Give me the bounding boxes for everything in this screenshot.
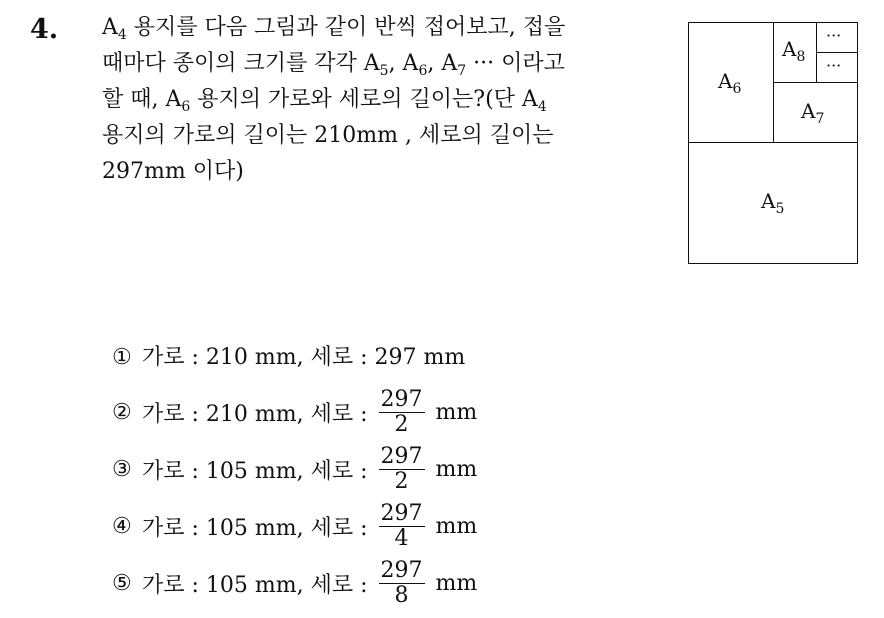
label-subscript: 8 (796, 49, 806, 65)
choice-fraction (379, 559, 425, 608)
fraction-denominator: 8 (394, 583, 409, 608)
stem-subscript: 6 (181, 99, 191, 115)
paper-fold-figure (688, 22, 858, 264)
label-a7 (801, 99, 825, 127)
label-text: A (718, 69, 733, 93)
question-number: 4. (30, 14, 59, 45)
stem-text: 용지의 가로와 세로의 길이는?(단 A (190, 87, 538, 112)
choice-fraction (379, 502, 425, 551)
fraction-numerator: 297 (380, 501, 423, 526)
label-dots-top: ··· (826, 26, 842, 45)
label-subscript: 7 (815, 111, 825, 127)
stem-text: 용지를 다음 그림과 같이 반씩 접어보고, 접을 (126, 15, 566, 40)
stem-text: ··· 이라고 (466, 51, 565, 76)
stem-line-2 (102, 46, 662, 82)
stem-text: 할 때, A (102, 87, 182, 112)
choice-marker: ① (112, 345, 132, 370)
stem-subscript: 4 (537, 99, 547, 115)
choice-marker: ③ (112, 457, 132, 482)
choice-text: 가로 : 105 mm, 세로 : (142, 573, 375, 598)
choice-3[interactable] (112, 444, 478, 494)
label-a6 (718, 69, 742, 97)
label-text: A (761, 189, 776, 213)
choice-fraction (379, 388, 425, 437)
stem-text: 용지의 가로의 길이는 210mm , 세로의 길이는 (102, 123, 554, 148)
stem-subscript: 7 (457, 63, 467, 79)
choice-4[interactable] (112, 501, 478, 551)
label-dots-bottom: ··· (826, 56, 842, 75)
label-a5 (761, 189, 785, 217)
label-text: A (801, 99, 816, 123)
choice-text: 가로 : 210 mm, 세로 : (142, 345, 375, 370)
fraction-denominator: 4 (394, 526, 409, 551)
stem-text: A (102, 15, 118, 40)
stem-text: 때마다 종이의 크기를 각각 A (102, 51, 380, 76)
stem-line-5 (102, 154, 662, 190)
label-subscript: 6 (732, 81, 742, 97)
choice-fraction (379, 445, 425, 494)
choice-marker: ② (112, 400, 132, 425)
stem-subscript: 4 (117, 27, 127, 43)
fraction-numerator: 297 (380, 387, 423, 412)
choice-marker: ⑤ (112, 571, 132, 596)
choice-unit: mm (416, 345, 466, 370)
choice-unit: mm (428, 400, 478, 425)
choice-unit: mm (428, 514, 478, 539)
choice-value: 297 (374, 345, 417, 370)
stem-text: 297mm 이다) (102, 159, 244, 184)
question-stem (102, 10, 662, 190)
choice-1[interactable] (112, 338, 465, 378)
fraction-denominator: 2 (394, 469, 409, 494)
stem-text: , A (427, 51, 458, 76)
stem-line-3 (102, 82, 662, 118)
fraction-numerator: 297 (380, 444, 423, 469)
label-text: A (782, 37, 797, 61)
stem-text: , A (388, 51, 419, 76)
fraction-numerator: 297 (380, 558, 423, 583)
fraction-denominator: 2 (394, 412, 409, 437)
choice-text: 가로 : 210 mm, 세로 : (142, 402, 375, 427)
label-a8 (782, 37, 806, 65)
choice-5[interactable] (112, 558, 478, 608)
choice-unit: mm (428, 571, 478, 596)
choice-marker: ④ (112, 514, 132, 539)
choice-text: 가로 : 105 mm, 세로 : (142, 516, 375, 541)
label-subscript: 5 (775, 201, 785, 217)
stem-subscript: 5 (379, 63, 389, 79)
stem-subscript: 6 (418, 63, 428, 79)
choice-text: 가로 : 105 mm, 세로 : (142, 459, 375, 484)
choice-unit: mm (428, 457, 478, 482)
choice-2[interactable] (112, 387, 478, 437)
stem-line-1 (102, 10, 662, 46)
stem-line-4 (102, 118, 662, 154)
